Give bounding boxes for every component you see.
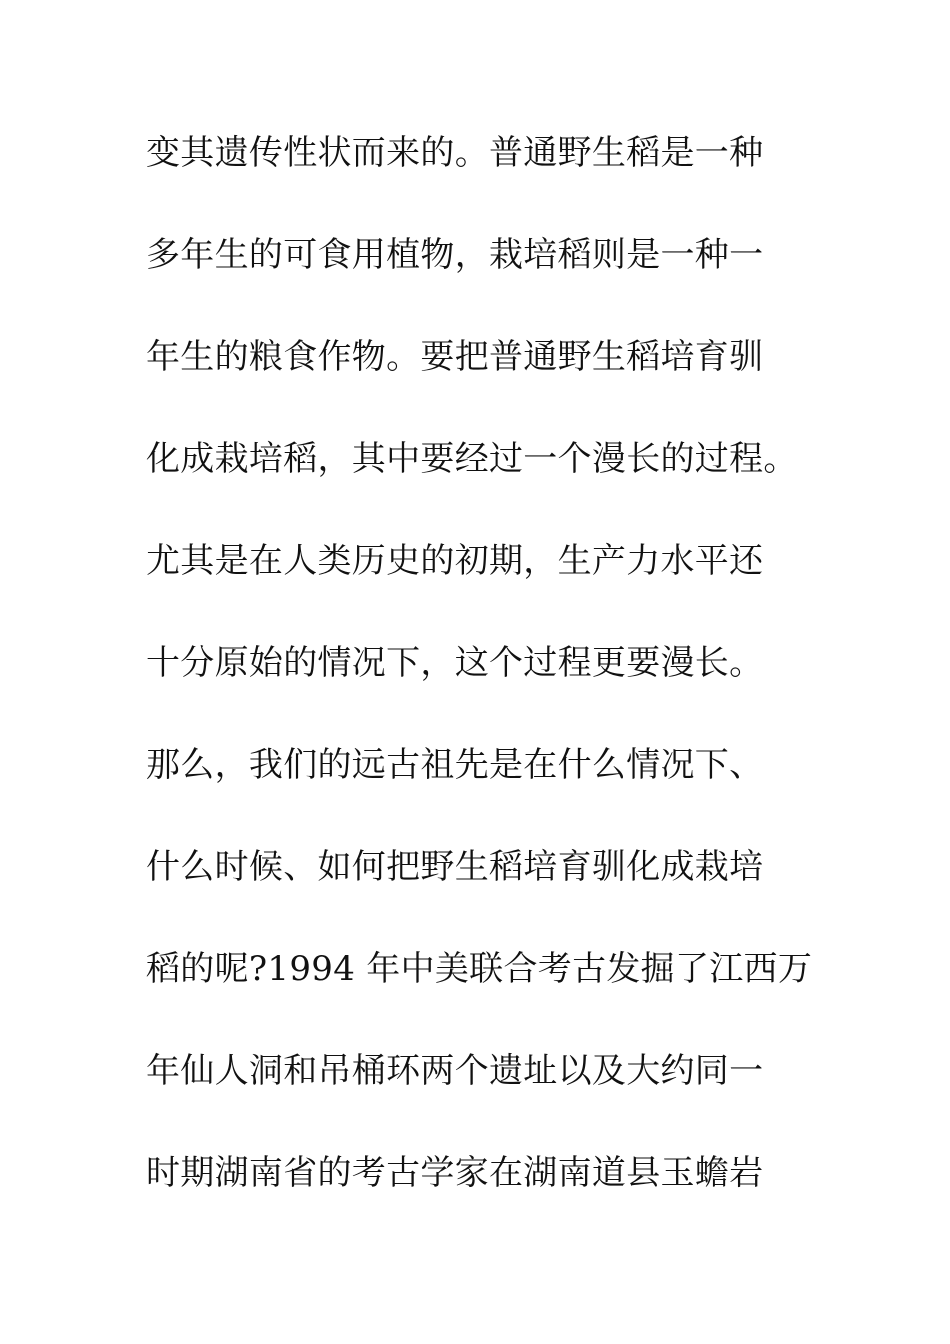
text-line: 稻的呢?1994 年中美联合考古发掘了江西万 — [146, 949, 813, 989]
text-line: 尤其是在人类历史的初期，生产力水平还 — [146, 541, 764, 581]
text-line: 年仙人洞和吊桶环两个遗址以及大约同一 — [146, 1051, 764, 1091]
text-line: 什么时候、如何把野生稻培育驯化成栽培 — [146, 847, 764, 887]
text-line: 年生的粮食作物。要把普通野生稻培育驯 — [146, 337, 764, 377]
text-line: 变其遗传性状而来的。普通野生稻是一种 — [146, 133, 764, 173]
body-text — [146, 126, 826, 1248]
text-line: 时期湖南省的考古学家在湖南道县玉蟾岩 — [146, 1153, 764, 1193]
text-line: 十分原始的情况下，这个过程更要漫长。 — [146, 643, 764, 683]
text-line: 那么，我们的远古祖先是在什么情况下、 — [146, 745, 764, 785]
text-line: 多年生的可食用植物，栽培稻则是一种一 — [146, 235, 764, 275]
text-line: 化成栽培稻，其中要经过一个漫长的过程。 — [146, 439, 798, 479]
